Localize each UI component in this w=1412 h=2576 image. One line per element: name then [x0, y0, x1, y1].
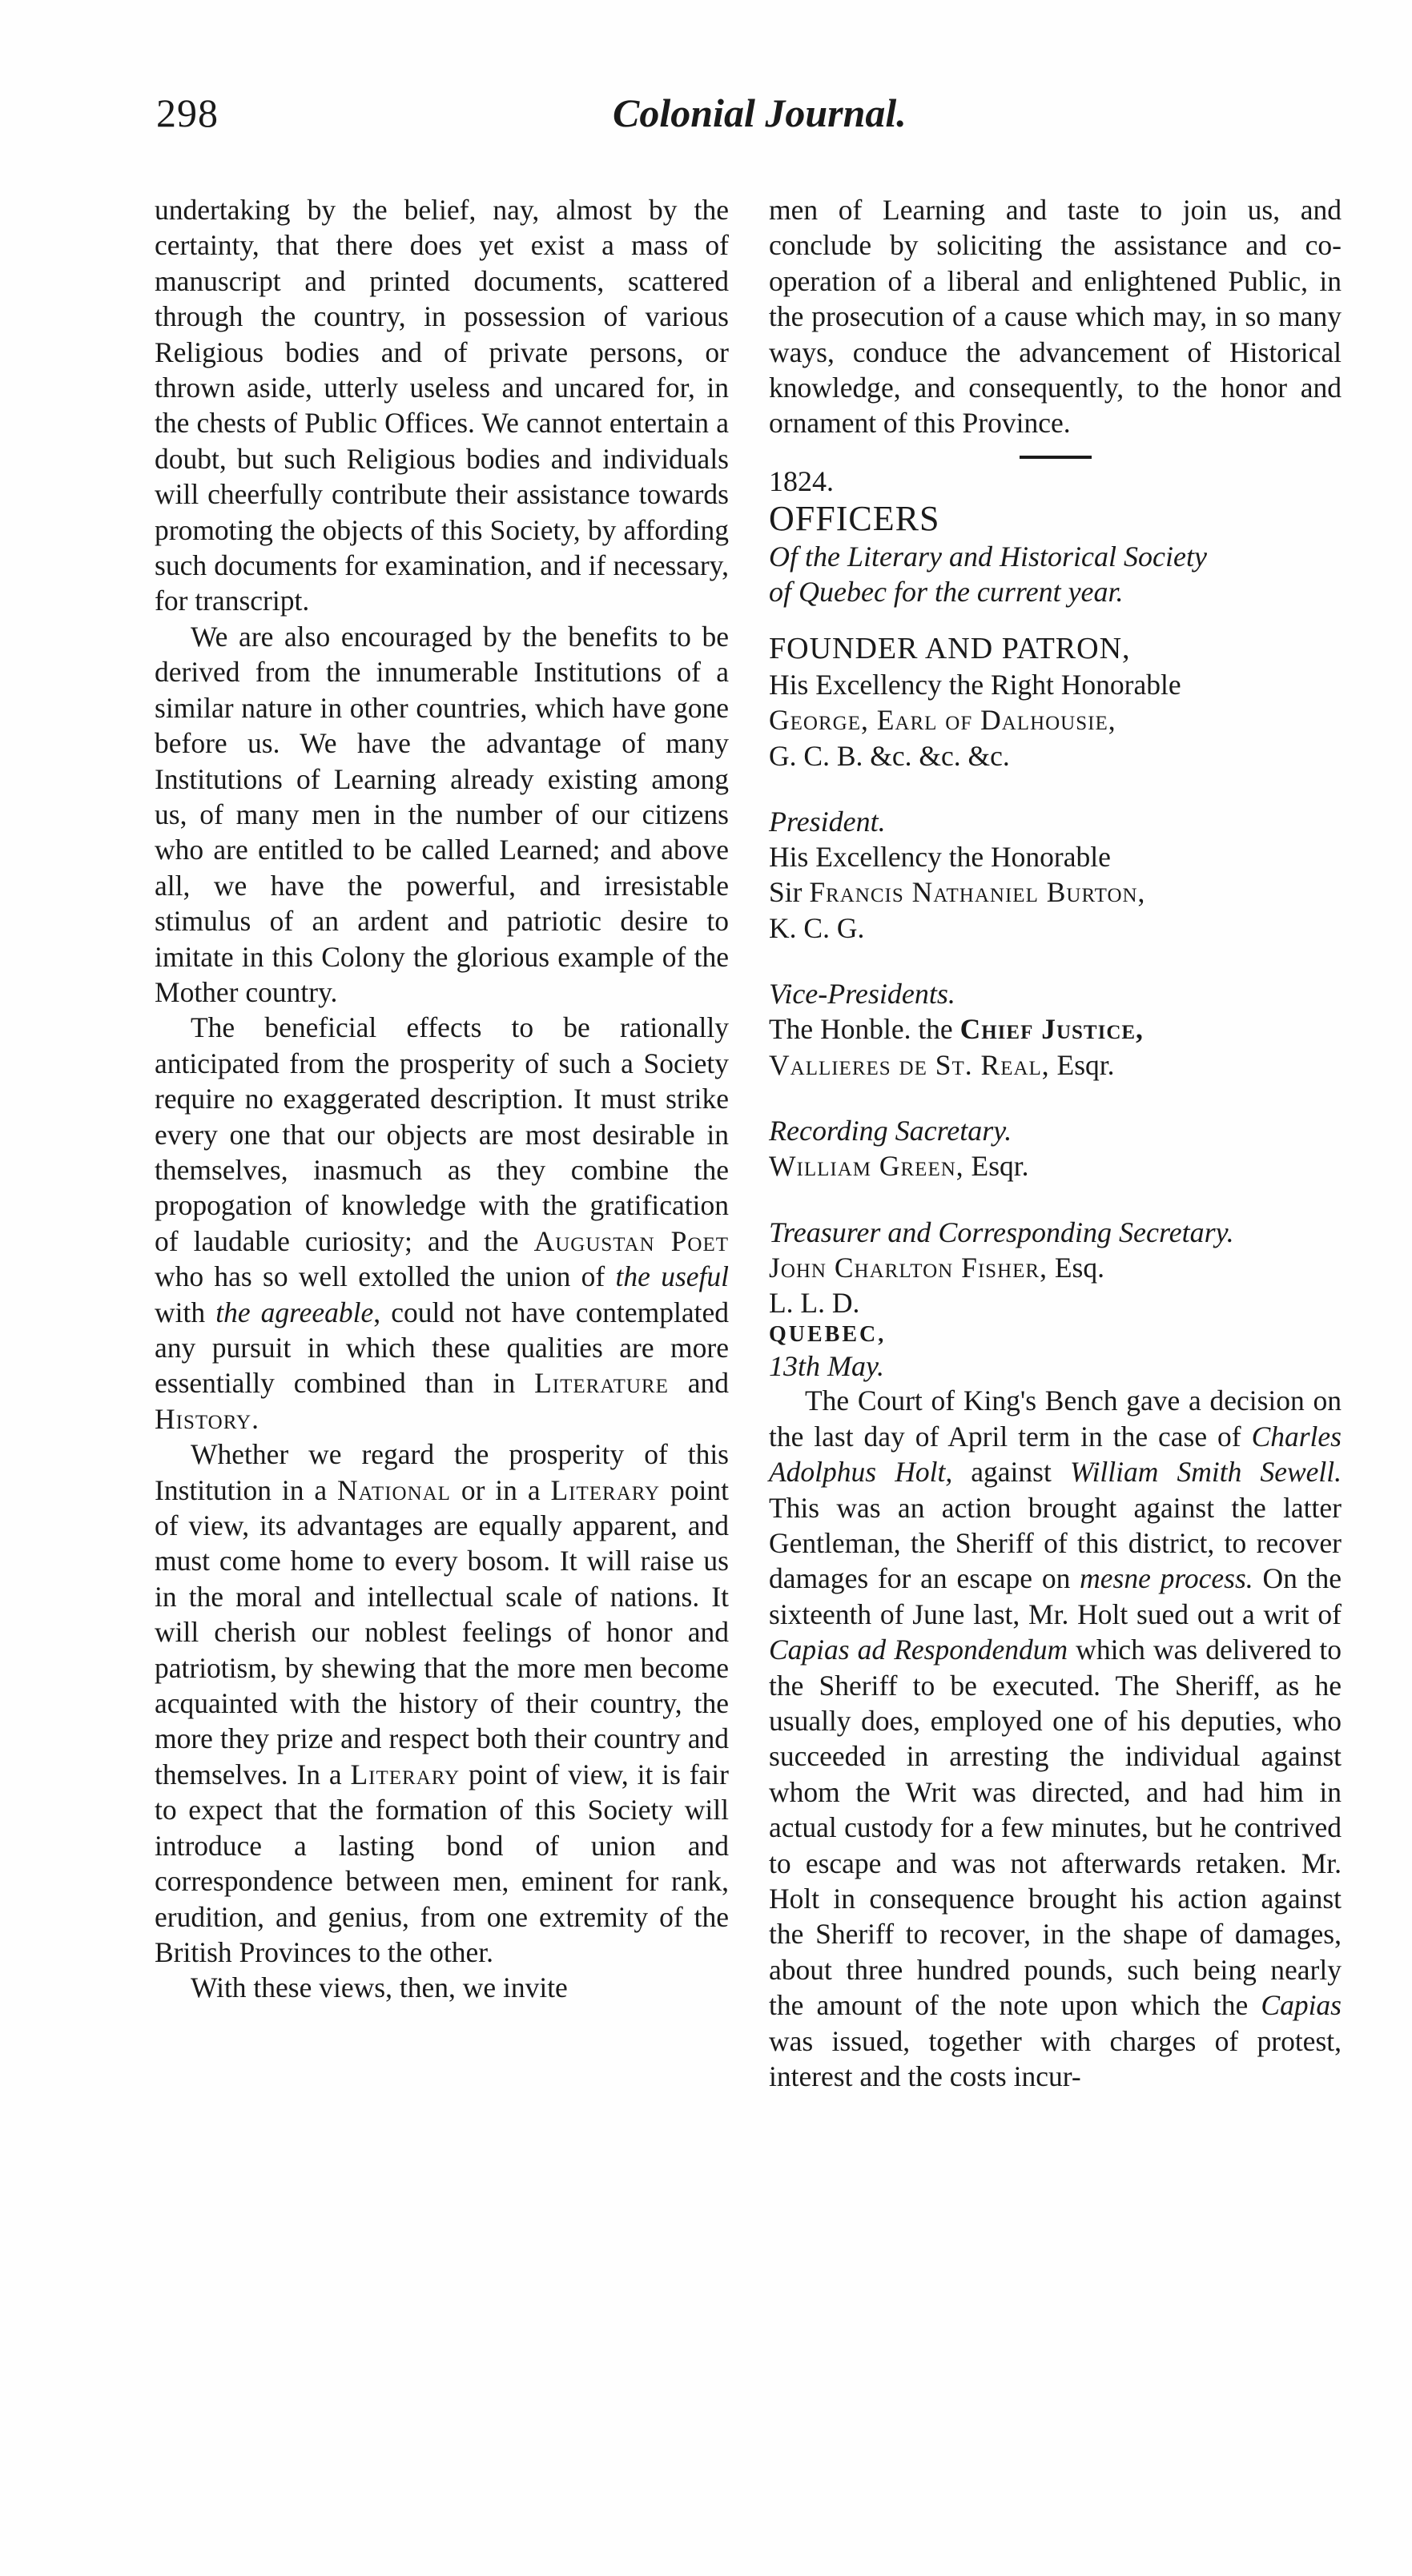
vice-president-line-2: [769, 1047, 1342, 1083]
founder-title: FOUNDER AND PATRON,: [769, 631, 1131, 665]
text-run: The Court of King's Bench gave a decision on the last day of April term in the case of: [769, 1384, 1342, 1453]
right-column: [769, 192, 1342, 2094]
treasurer-line-1: [769, 1250, 1342, 1285]
recording-secretary-title: Recording Sacretary.: [769, 1115, 1012, 1147]
left-paragraph-5: With these views, then, we invite: [191, 1971, 568, 2004]
mesne-process-term: mesne process.: [1080, 1562, 1253, 1595]
dateline-place: QUEBEC,: [769, 1322, 887, 1348]
officers-subheading-1: Of the Literary and Historical Society: [769, 540, 1207, 573]
text-run: Sir: [769, 876, 810, 909]
text-run: Esq.: [1047, 1251, 1104, 1284]
officers-heading: OFFICERS: [769, 498, 940, 538]
text-run: and: [668, 1367, 729, 1400]
page-header: [156, 90, 1334, 154]
recording-secretary-line: [769, 1148, 1342, 1184]
vice-president-name-1: Chief Justice,: [959, 1013, 1144, 1046]
capias-term: Capias: [1261, 1989, 1342, 2022]
founder-line-3: G. C. B. &c. &c. &c.: [769, 739, 1010, 772]
text-run: The Honble. the: [769, 1013, 960, 1046]
spacer: [769, 1184, 1342, 1215]
left-column: [155, 192, 729, 2006]
president-line-1: His Excellency the Honorable: [769, 841, 1111, 874]
founder-line-1: His Excellency the Right Honorable: [769, 668, 1181, 701]
treasurer-line-2: L. L. D.: [769, 1286, 860, 1319]
text-run: , could not have contemplated any pursuit in which these qualities are more essentially combined than in: [155, 1296, 729, 1400]
spacer: [769, 946, 1342, 976]
plaintiff-name: Charles Adolphus Holt,: [769, 1420, 1342, 1489]
text-run: or in a: [450, 1473, 551, 1506]
national-term: National: [337, 1473, 451, 1506]
augustan-poet-term: Augustan Poet: [533, 1224, 730, 1257]
page-number: 298: [156, 90, 219, 135]
recording-secretary-name: William Green,: [769, 1150, 964, 1183]
the-agreeable-term: the agreeable: [215, 1296, 374, 1328]
left-paragraph-4: [155, 1437, 729, 1970]
text-run: Esqr.: [1049, 1048, 1115, 1081]
text-run: against: [952, 1456, 1070, 1489]
history-term: History: [155, 1402, 252, 1435]
officers-year: 1824.: [769, 464, 834, 497]
right-paragraph-continuation: men of Learning and taste to join us, and conclude by soliciting the assistance and co-operation of a liberal and enlightened Public, in the prosecution of a cause which may, in so many ways, conduce the advancement of Historical knowledge, and consequently, to the honor and ornament of this Province.: [769, 194, 1342, 440]
text-run: .: [251, 1402, 259, 1435]
text-run: was issued, together with charges of protest, interest and the costs incur-: [769, 2024, 1342, 2093]
vice-president-line-1: [769, 1011, 1342, 1047]
news-paragraph: [769, 1383, 1342, 2094]
founder-line-2: George, Earl of Dalhousie,: [769, 704, 1116, 737]
left-paragraph-1: undertaking by the belief, nay, almost by the certainty, that there does yet exist a mass of manuscript and printed documents, scattered through the country, in possession of various Religious bodies and of private persons, or thrown aside, utterly useless and uncared for, in the chests of Public Offices. We cannot entertain a doubt, but such Religious bodies and individuals will cheerfully contribute their assistance towards promoting the objects of this Society, by affording such documents for examination, and if necessary, for transcript.: [155, 194, 729, 617]
left-paragraph-2: We are also encouraged by the benefits to be derived from the innumerable Institutions of a similar nature in other countries, which have gone before us. We have the advantage of many Institutions of Learning already existing among us, of many men in the number of our citizens who are entitled to be called Learned; and above all, we have the powerful, and irresistable stimulus of an ardent and patriotic desire to imitate in this Colony the glorious example of the Mother country.: [155, 620, 729, 1008]
text-run: On the sixteenth of June last, Mr. Holt sued out a writ of: [769, 1562, 1342, 1630]
literary-term: Literary: [550, 1473, 661, 1506]
literature-term: Literature: [534, 1367, 669, 1400]
text-run: This was an action brought against the latter Gentleman, the Sheriff of this district, to recover damages for an escape on: [769, 1491, 1342, 1595]
president-line-2: [769, 874, 1342, 910]
running-title: Colonial Journal.: [613, 90, 907, 135]
president-name: Francis Nathaniel Burton,: [809, 876, 1146, 909]
president-title: President.: [769, 806, 886, 838]
spacer: [769, 1083, 1342, 1113]
literary-term: Literary: [350, 1758, 461, 1790]
vice-president-name-2: Vallieres de St. Real,: [769, 1048, 1050, 1081]
text-run: point of view, it is fair to expect that the formation of this Society will introduce a lasting bond of union and correspondence between men, eminent for rank, erudition, and genius, from one extremity of the British Provinces to the other.: [155, 1758, 729, 1968]
officers-subheading-2: of Quebec for the current year.: [769, 575, 1124, 608]
text-run: Whether we regard the prosperity of this Institution in a: [155, 1438, 729, 1506]
text-run: The beneficial effects to be rationally anticipated from the prosperity of such a Society require no exaggerated description. It must strike every one that our objects are most desirable in themselves, inasmuch as they combine the propogation of knowledge with the gratification of laudable curiosity; and the: [155, 1011, 729, 1257]
text-run: point of view, its advantages are equally apparent, and must come home to every bosom. It will raise us in the moral and intellectual scale of nations. It will cherish our noblest feelings of honor and patriotism, by shewing that the more men become acquainted with the history of their country, the more they prize and respect both their country and themselves. In a: [155, 1473, 729, 1790]
left-paragraph-3: [155, 1010, 729, 1437]
the-useful-term: the useful: [615, 1260, 729, 1293]
vice-presidents-title: Vice-Presidents.: [769, 978, 955, 1011]
text-run: Esqr.: [963, 1150, 1029, 1183]
president-line-3: K. C. G.: [769, 911, 865, 944]
spacer: [769, 609, 1342, 630]
spacer: [769, 774, 1342, 804]
defendant-name: William Smith Sewell.: [1069, 1456, 1342, 1489]
writ-name: Capias ad Respondendum: [769, 1634, 1068, 1666]
text-run: which was delivered to the Sheriff to be executed. The Sheriff, as he usually does, employed one of his deputies, who succeeded in arresting the individual against whom the Writ was directed, and had him in actual custody for a few minutes, but he contrived to escape and was not afterwards retaken. Mr. Holt in consequence brought his action against the Sheriff to recover, in the shape of damages, about three hundred pounds, such being nearly the amount of the note upon which the: [769, 1634, 1342, 2022]
text-run: with: [155, 1296, 216, 1328]
treasurer-title: Treasurer and Corresponding Secretary.: [769, 1216, 1234, 1248]
treasurer-name: John Charlton Fisher,: [769, 1251, 1048, 1284]
section-rule: [1020, 456, 1092, 459]
text-run: who has so well extolled the union of: [155, 1260, 616, 1293]
dateline-day: 13th May.: [769, 1350, 884, 1383]
